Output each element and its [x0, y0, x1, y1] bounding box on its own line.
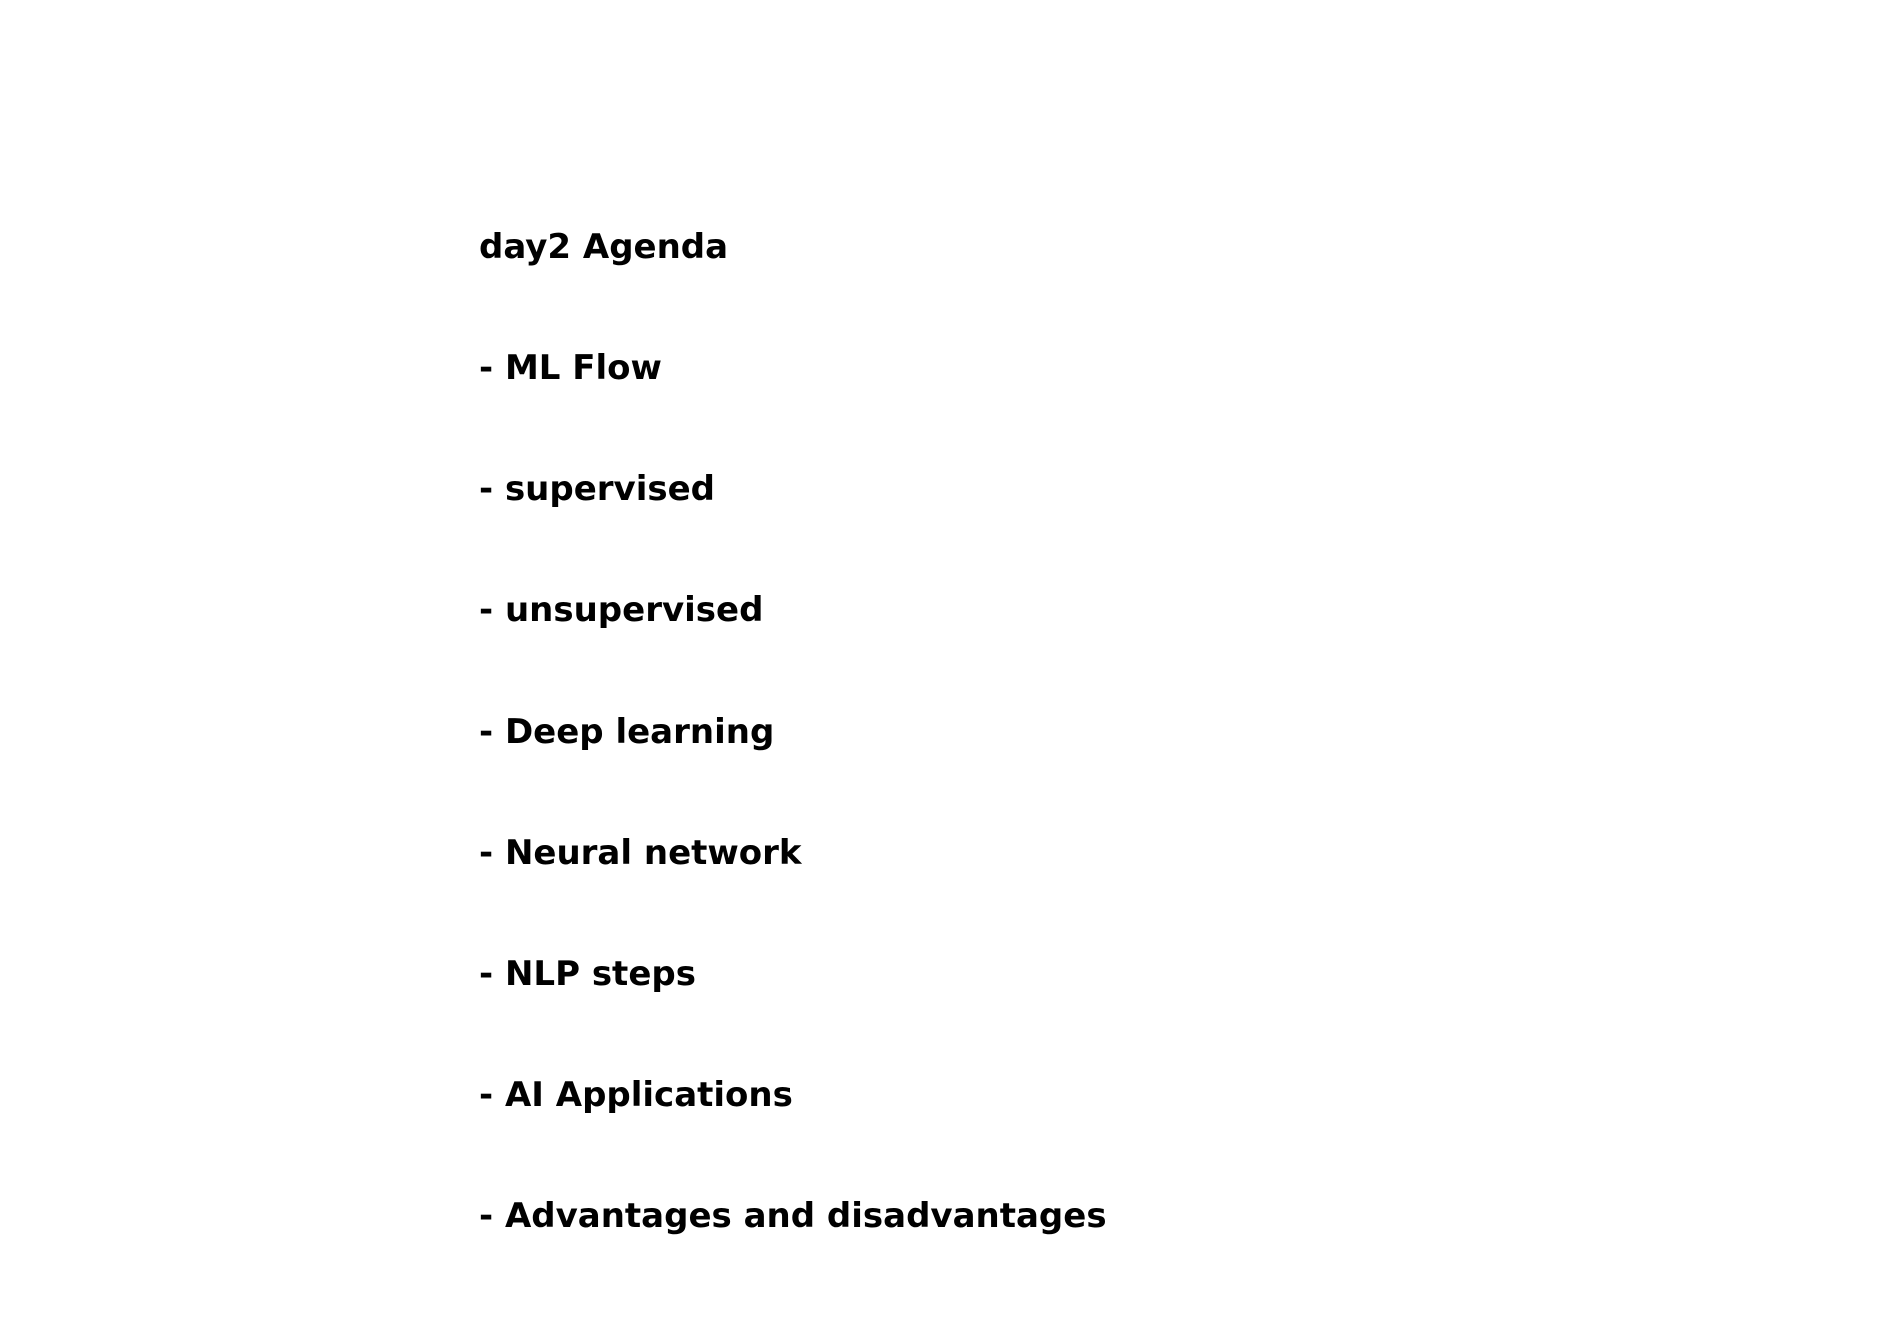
agenda-item: - unsupervised [479, 590, 764, 631]
agenda-item: - NLP steps [479, 954, 696, 995]
agenda-item: - AI Applications [479, 1075, 793, 1116]
agenda-item: - ML Flow [479, 348, 662, 389]
agenda-item: - Advantages and disadvantages [479, 1196, 1107, 1237]
agenda-item: - Deep learning [479, 711, 775, 752]
agenda-item: - supervised [479, 469, 716, 510]
agenda-text-block [479, 146, 1107, 1318]
agenda-item: - Neural network [479, 832, 802, 873]
agenda-title: day2 Agenda [479, 226, 729, 267]
